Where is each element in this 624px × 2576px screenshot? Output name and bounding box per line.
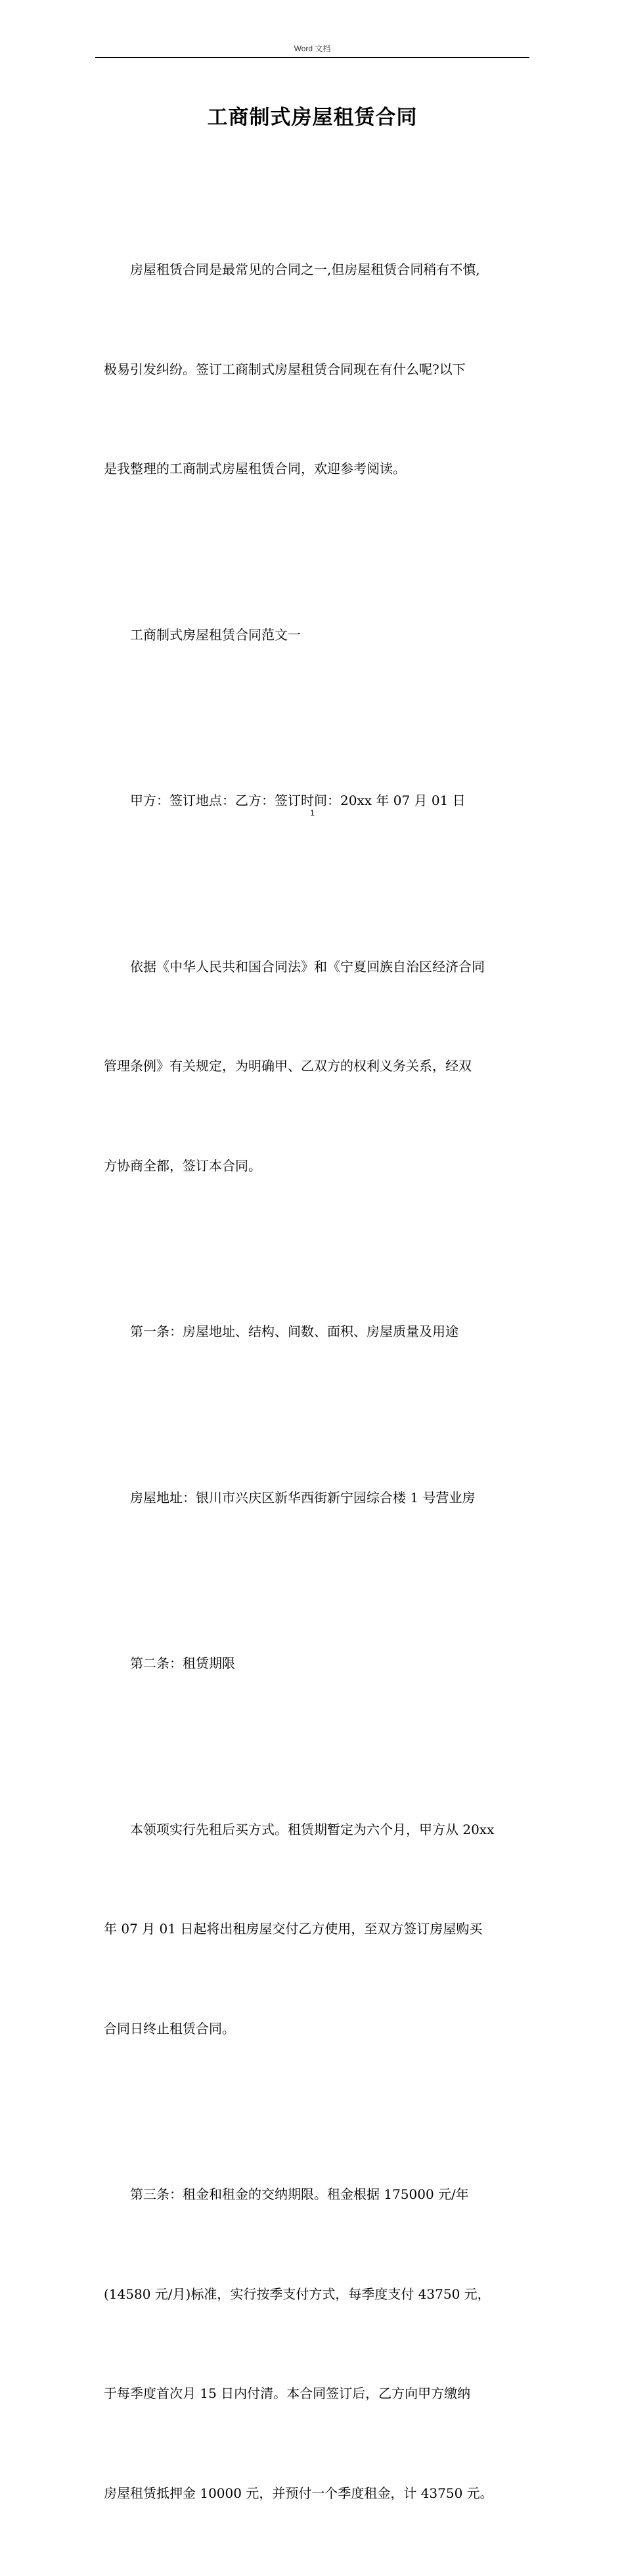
text-line: 工商制式房屋租赁合同范文一 [130, 626, 301, 643]
text-line: 是我整理的工商制式房屋租赁合同，欢迎参考阅读。 [104, 461, 406, 476]
text-line: 依据《中华人民共和国合同法》和《宁夏回族自治区经济合同 [130, 958, 485, 975]
basis-paragraph [104, 884, 528, 1249]
text-line: 第二条：租赁期限 [130, 1655, 235, 1671]
page-header: Word 文档 [294, 44, 331, 53]
header-divider [95, 57, 529, 58]
text-line: (14580 元/月)标准，实行按季支付方式，每季度支付 43750 元， [104, 2286, 491, 2302]
text-line: 于每季度首次月 15 日内付清。本合同签订后，乙方向甲方缴纳 [104, 2385, 471, 2401]
text-line: 第一条：房屋地址、结构、间数、面积、房屋质量及用途 [130, 1323, 458, 1339]
lease-term-paragraph [104, 1747, 528, 2112]
text-line: 管理条例》有关规定，为明确甲、乙双方的权利义务关系，经双 [104, 1058, 472, 1074]
text-line: 年 07 月 01 日起将出租房屋交付乙方使用，至双方签订房屋购买 [104, 1921, 483, 1937]
text-line: 甲方：签订地点：乙方：签订时间：20xx 年 07 月 01 日 [130, 793, 466, 808]
text-line: 极易引发纠纷。签订工商制式房屋租赁合同现在有什么呢?以下 [104, 361, 466, 377]
text-line: 房屋租赁抵押金 10000 元，并预付一个季度租金，计 43750 元。 [104, 2485, 493, 2501]
text-line: 合同日终止租赁合同。 [104, 2020, 235, 2036]
text-line: 方协商全都，签订本合同。 [104, 1157, 261, 1174]
article-one-heading [117, 1249, 528, 1415]
article-two-heading [117, 1580, 528, 1747]
intro-paragraph [104, 187, 528, 552]
section-heading [117, 552, 528, 718]
text-line: 房屋租赁合同是最常见的合同之一,但房屋租赁合同稍有不慎, [130, 262, 480, 277]
rent-paragraph [104, 2111, 528, 2576]
document-title: 工商制式房屋租赁合同 [207, 106, 418, 129]
text-line: 第三条：租金和租金的交纳期限。租金根据 175000 元/年 [130, 2186, 469, 2202]
document-body [104, 187, 528, 2576]
text-line: 房屋地址：银川市兴庆区新华西街新宁园综合楼 1 号营业房 [130, 1489, 476, 1506]
text-line: 本领项实行先租后买方式。租赁期暂定为六个月，甲方从 20xx [130, 1821, 495, 1837]
page-number: 1 [310, 808, 315, 817]
parties-line [117, 718, 528, 884]
address-line [117, 1415, 528, 1581]
